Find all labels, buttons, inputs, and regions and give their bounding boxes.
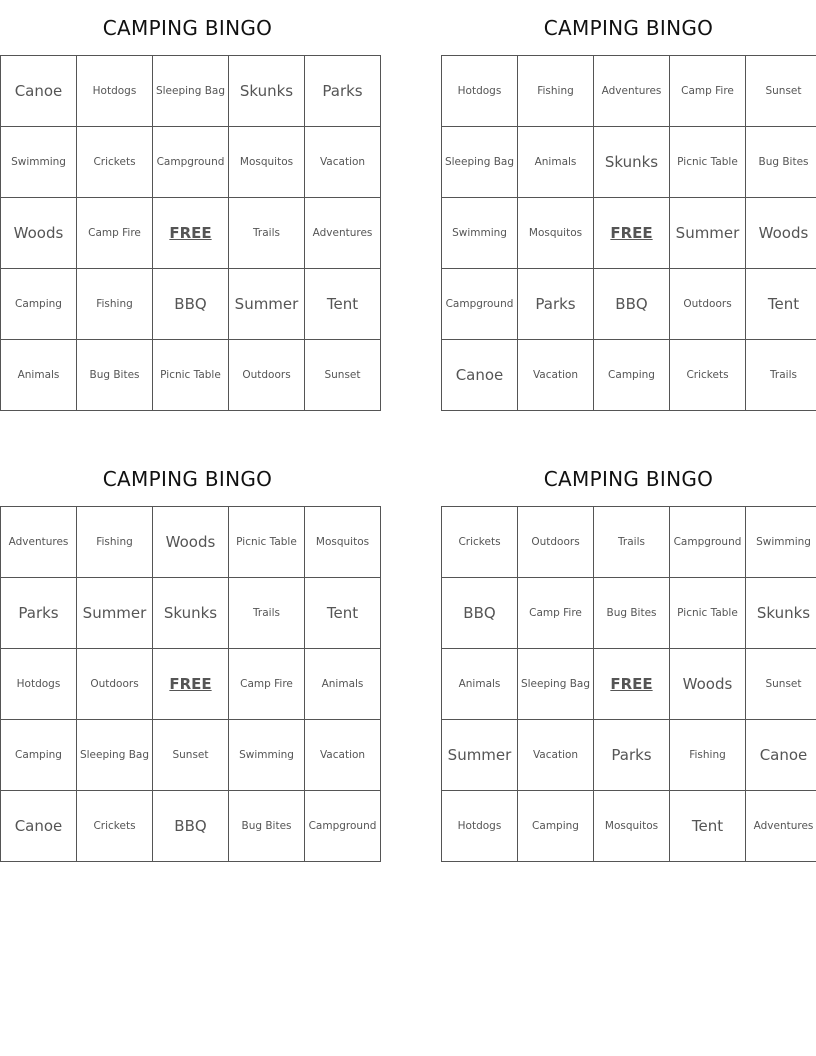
bingo-cell: Skunks (153, 578, 229, 649)
bingo-cell: Woods (670, 649, 746, 720)
bingo-cell: Campground (670, 507, 746, 578)
bingo-cell: Vacation (305, 720, 381, 791)
bingo-cell: Sunset (746, 649, 816, 720)
bingo-cell: Canoe (746, 720, 816, 791)
bingo-cell: Tent (746, 269, 816, 340)
card-title: CAMPING BINGO (543, 467, 714, 491)
bingo-cell: Camping (1, 269, 77, 340)
bingo-cell: Vacation (518, 340, 594, 411)
bingo-cell: Adventures (1, 507, 77, 578)
grid-row (1, 127, 381, 198)
bingo-cell: Sleeping Bag (77, 720, 153, 791)
bingo-cell: Outdoors (670, 269, 746, 340)
bingo-cell: Tent (305, 269, 381, 340)
bingo-cell: Skunks (594, 127, 670, 198)
bingo-cell: Mosquitos (594, 791, 670, 862)
bingo-cell: Tent (305, 578, 381, 649)
bingo-cell: Picnic Table (153, 340, 229, 411)
bingo-cell: Mosquitos (229, 127, 305, 198)
bingo-cell: Adventures (594, 56, 670, 127)
grid-row (1, 649, 381, 720)
free-space-cell: FREE (594, 649, 670, 720)
grid-row (1, 578, 381, 649)
bingo-cell: Skunks (746, 578, 816, 649)
grid-row (1, 56, 381, 127)
free-space-cell: FREE (153, 198, 229, 269)
bingo-cell: Outdoors (77, 649, 153, 720)
bingo-cell: Hotdogs (1, 649, 77, 720)
bingo-cell: Picnic Table (229, 507, 305, 578)
bingo-cell: Summer (77, 578, 153, 649)
bingo-cell: Picnic Table (670, 578, 746, 649)
bingo-cell: Camping (518, 791, 594, 862)
bingo-cell: Sleeping Bag (442, 127, 518, 198)
grid-row (442, 340, 816, 411)
grid-row (442, 507, 816, 578)
bingo-cell: Camp Fire (518, 578, 594, 649)
bingo-cell: Animals (442, 649, 518, 720)
bingo-cell: BBQ (153, 269, 229, 340)
bingo-cell: Campground (442, 269, 518, 340)
bingo-cell: Fishing (77, 507, 153, 578)
bingo-cell: Fishing (670, 720, 746, 791)
bingo-cell: Camp Fire (77, 198, 153, 269)
bingo-cell: Woods (1, 198, 77, 269)
bingo-cell: Hotdogs (442, 791, 518, 862)
bingo-cell: Parks (305, 56, 381, 127)
bingo-cell: BBQ (153, 791, 229, 862)
bingo-cell: Sunset (305, 340, 381, 411)
bingo-cell: Swimming (1, 127, 77, 198)
grid-row (1, 198, 381, 269)
bingo-cell: Crickets (670, 340, 746, 411)
bingo-grid (441, 506, 816, 862)
bingo-cell: Adventures (305, 198, 381, 269)
bingo-cell: Trails (594, 507, 670, 578)
bingo-cell: Fishing (77, 269, 153, 340)
bingo-cell: Parks (518, 269, 594, 340)
bingo-cell: Canoe (1, 56, 77, 127)
bingo-cell: Camp Fire (670, 56, 746, 127)
bingo-cell: Swimming (442, 198, 518, 269)
grid-row (442, 127, 816, 198)
bingo-cell: Adventures (746, 791, 816, 862)
bingo-cell: Camp Fire (229, 649, 305, 720)
bingo-cell: Animals (518, 127, 594, 198)
bingo-cell: Fishing (518, 56, 594, 127)
bingo-cell: Summer (442, 720, 518, 791)
bingo-grid (0, 55, 381, 411)
bingo-cell: Trails (746, 340, 816, 411)
bingo-grid (441, 55, 816, 411)
bingo-cell: Campground (305, 791, 381, 862)
bingo-cell: Trails (229, 578, 305, 649)
card-title: CAMPING BINGO (102, 16, 273, 40)
grid-row (442, 578, 816, 649)
bingo-cell: Parks (594, 720, 670, 791)
grid-row (1, 720, 381, 791)
grid-row (442, 649, 816, 720)
bingo-cell: Trails (229, 198, 305, 269)
bingo-cell: Hotdogs (442, 56, 518, 127)
bingo-card-1 (0, 0, 375, 411)
grid-row (442, 791, 816, 862)
bingo-cell: Summer (670, 198, 746, 269)
free-space-cell: FREE (594, 198, 670, 269)
bingo-cell: Picnic Table (670, 127, 746, 198)
bingo-cell: BBQ (594, 269, 670, 340)
grid-row (1, 269, 381, 340)
bingo-cell: Vacation (305, 127, 381, 198)
bingo-cell: Outdoors (229, 340, 305, 411)
bingo-card-2 (441, 0, 816, 411)
bingo-card-4 (441, 451, 816, 862)
grid-row (442, 720, 816, 791)
bingo-cell: Hotdogs (77, 56, 153, 127)
free-space-cell: FREE (153, 649, 229, 720)
grid-row (442, 56, 816, 127)
bingo-cell: Tent (670, 791, 746, 862)
bingo-cell: Swimming (746, 507, 816, 578)
grid-row (1, 791, 381, 862)
bingo-grid (0, 506, 381, 862)
card-title: CAMPING BINGO (102, 467, 273, 491)
bingo-cell: Canoe (442, 340, 518, 411)
bingo-cell: Woods (153, 507, 229, 578)
bingo-cell: Parks (1, 578, 77, 649)
bingo-cell: Bug Bites (229, 791, 305, 862)
bingo-cell: Bug Bites (77, 340, 153, 411)
bingo-cell: Mosquitos (518, 198, 594, 269)
bingo-cell: Canoe (1, 791, 77, 862)
bingo-cell: Campground (153, 127, 229, 198)
grid-row (442, 198, 816, 269)
bingo-cell: Bug Bites (746, 127, 816, 198)
bingo-cell: Crickets (77, 791, 153, 862)
bingo-cell: Animals (305, 649, 381, 720)
card-title: CAMPING BINGO (543, 16, 714, 40)
bingo-cell: BBQ (442, 578, 518, 649)
bingo-cell: Skunks (229, 56, 305, 127)
bingo-cell: Sunset (153, 720, 229, 791)
grid-row (1, 340, 381, 411)
bingo-cell: Crickets (77, 127, 153, 198)
bingo-cell: Woods (746, 198, 816, 269)
grid-row (442, 269, 816, 340)
bingo-cell: Outdoors (518, 507, 594, 578)
bingo-cell: Animals (1, 340, 77, 411)
bingo-cell: Bug Bites (594, 578, 670, 649)
bingo-cell: Sunset (746, 56, 816, 127)
bingo-cell: Camping (594, 340, 670, 411)
bingo-cell: Vacation (518, 720, 594, 791)
bingo-cell: Summer (229, 269, 305, 340)
bingo-cell: Crickets (442, 507, 518, 578)
bingo-card-3 (0, 451, 375, 862)
bingo-cell: Sleeping Bag (518, 649, 594, 720)
bingo-cell: Sleeping Bag (153, 56, 229, 127)
bingo-cell: Camping (1, 720, 77, 791)
bingo-cell: Mosquitos (305, 507, 381, 578)
grid-row (1, 507, 381, 578)
bingo-cell: Swimming (229, 720, 305, 791)
